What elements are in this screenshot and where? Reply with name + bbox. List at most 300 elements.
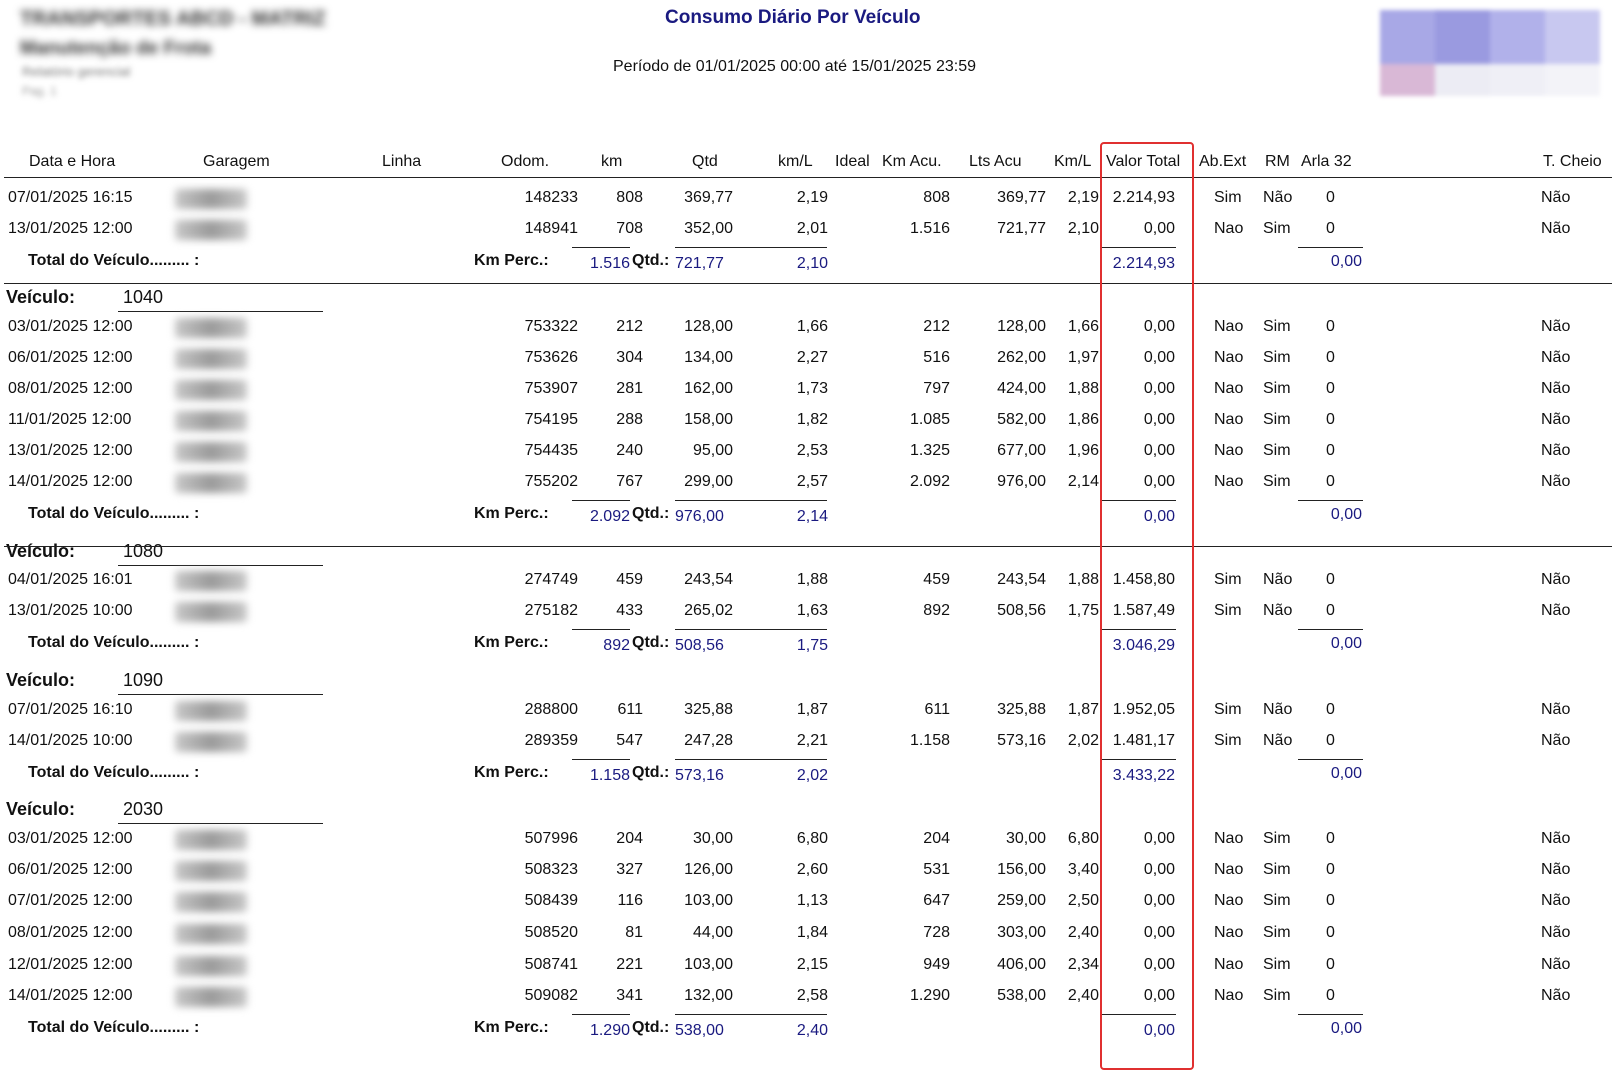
cell-date-time: 13/01/2025 12:00 [8,220,133,237]
cell-lts-acu: 243,54 [997,571,1046,588]
cell-t-cheio: Não [1541,380,1571,397]
cell-lts-acu: 303,00 [997,924,1046,941]
cell-kml-acu: 1,88 [1067,571,1099,588]
cell-arla: 0 [1326,571,1335,588]
cell-km: 459 [616,571,643,588]
col-rm: RM [1265,153,1290,170]
total-km: 1.290 [589,1022,630,1039]
total-km: 1.516 [589,255,630,272]
total-km: 2.092 [589,508,630,525]
cell-kml-acu: 1,66 [1067,318,1099,335]
cell-odom: 753907 [524,380,578,397]
cell-kml-acu: 2,10 [1067,220,1099,237]
cell-ab-ext: Nao [1214,318,1244,335]
km-perc-label: Km Perc.: [474,252,549,269]
cell-qtd: 95,00 [692,442,733,459]
col-t-cheio: T. Cheio [1543,153,1602,170]
cell-qtd: 126,00 [684,861,733,878]
cell-ab-ext: Nao [1214,830,1244,847]
cell-lts-acu: 262,00 [997,349,1046,366]
cell-kml-acu: 1,88 [1067,380,1099,397]
cell-km: 221 [616,956,643,973]
cell-date-time: 07/01/2025 16:10 [8,701,133,718]
cell-valor-total: 0,00 [1143,861,1175,878]
cell-date-time: 12/01/2025 12:00 [8,956,133,973]
cell-qtd: 134,00 [684,349,733,366]
cell-valor-total: 1.481,17 [1112,732,1175,749]
cell-lts-acu: 508,56 [997,602,1046,619]
table-row [0,184,1617,214]
cell-ab-ext: Nao [1214,442,1244,459]
cell-t-cheio: Não [1541,987,1571,1004]
col-kml2: Km/L [1054,153,1092,170]
cell-kml-acu: 6,80 [1067,830,1099,847]
cell-qtd: 103,00 [684,892,733,909]
total-arla-overline [1298,500,1363,501]
total-qtd-overline [675,247,827,248]
cell-lts-acu: 424,00 [997,380,1046,397]
cell-arla: 0 [1326,956,1335,973]
col-km: km [601,153,623,170]
cell-date-time: 03/01/2025 12:00 [8,318,133,335]
cell-km: 767 [616,473,643,490]
cell-arla: 0 [1326,830,1335,847]
cell-kml: 2,53 [796,442,828,459]
cell-date-time: 06/01/2025 12:00 [8,349,133,366]
cell-lts-acu: 582,00 [997,411,1046,428]
cell-odom: 274749 [524,571,578,588]
cell-valor-total: 1.952,05 [1112,701,1175,718]
cell-rm: Não [1263,602,1293,619]
km-perc-label: Km Perc.: [474,1019,549,1036]
table-row [0,887,1617,917]
cell-km-acu: 949 [923,956,950,973]
cell-rm: Sim [1263,411,1291,428]
cell-ab-ext: Nao [1214,892,1244,909]
total-qtd: 508,56 [675,637,724,654]
company-detail: Relatório gerencial [22,64,131,79]
cell-lts-acu: 677,00 [997,442,1046,459]
cell-qtd: 299,00 [684,473,733,490]
vehicle-header [0,535,1617,565]
cell-km: 327 [616,861,643,878]
col-arla: Arla 32 [1301,153,1352,170]
cell-rm: Sim [1263,830,1291,847]
km-perc-label: Km Perc.: [474,634,549,651]
valor-total-highlight [1100,142,1194,1070]
total-kml: 1,75 [796,637,828,654]
cell-km-acu: 728 [923,924,950,941]
vehicle-label: Veículo: [6,541,76,561]
cell-date-time: 13/01/2025 12:00 [8,442,133,459]
cell-qtd: 265,02 [684,602,733,619]
cell-km-acu: 2.092 [909,473,950,490]
col-km-acu: Km Acu. [882,153,942,170]
garagem-blurred [175,189,247,209]
total-arla: 0,00 [1330,253,1362,270]
cell-arla: 0 [1326,861,1335,878]
cell-kml-acu: 1,97 [1067,349,1099,366]
cell-date-time: 03/01/2025 12:00 [8,830,133,847]
cell-arla: 0 [1326,701,1335,718]
km-perc-label: Km Perc.: [474,505,549,522]
cell-lts-acu: 406,00 [997,956,1046,973]
table-row [0,982,1617,1012]
garagem-blurred [175,602,247,622]
cell-kml: 1,88 [796,571,828,588]
cell-km: 204 [616,830,643,847]
cell-date-time: 07/01/2025 16:15 [8,189,133,206]
cell-odom: 148233 [524,189,578,206]
cell-km: 547 [616,732,643,749]
cell-km: 611 [617,701,643,718]
vehicle-total-row [0,629,1617,659]
vehicle-number-underline [118,311,323,312]
cell-date-time: 08/01/2025 12:00 [8,924,133,941]
col-linha: Linha [382,153,422,170]
total-arla: 0,00 [1330,506,1362,523]
total-valor: 3.046,29 [1112,637,1175,654]
cell-t-cheio: Não [1541,571,1571,588]
cell-rm: Sim [1263,924,1291,941]
cell-rm: Não [1263,701,1293,718]
cell-kml: 2,58 [796,987,828,1004]
cell-qtd: 103,00 [684,956,733,973]
vehicle-number: 2030 [123,799,164,819]
cell-odom: 509082 [524,987,578,1004]
cell-ab-ext: Sim [1214,701,1242,718]
cell-odom: 288800 [524,701,578,718]
cell-km: 708 [616,220,643,237]
cell-km-acu: 1.290 [909,987,950,1004]
total-qtd: 538,00 [675,1022,724,1039]
cell-odom: 508439 [524,892,578,909]
cell-arla: 0 [1326,924,1335,941]
cell-kml: 1,66 [796,318,828,335]
group-separator [4,283,1612,284]
cell-qtd: 352,00 [684,220,733,237]
cell-ab-ext: Nao [1214,861,1244,878]
garagem-blurred [175,220,247,240]
cell-arla: 0 [1326,602,1335,619]
cell-rm: Sim [1263,473,1291,490]
table-row [0,406,1617,436]
cell-valor-total: 0,00 [1143,220,1175,237]
table-row [0,437,1617,467]
cell-t-cheio: Não [1541,892,1571,909]
cell-ab-ext: Sim [1214,189,1242,206]
cell-t-cheio: Não [1541,473,1571,490]
garagem-blurred [175,349,247,369]
total-arla-overline [1298,759,1363,760]
cell-lts-acu: 259,00 [997,892,1046,909]
garagem-blurred [175,473,247,493]
cell-qtd: 158,00 [684,411,733,428]
cell-kml-acu: 2,19 [1067,189,1099,206]
cell-arla: 0 [1326,987,1335,1004]
garagem-blurred [175,956,247,976]
cell-odom: 508741 [524,956,578,973]
logo-tile [1435,64,1490,96]
garagem-blurred [175,892,247,912]
cell-ab-ext: Nao [1214,411,1244,428]
cell-arla: 0 [1326,473,1335,490]
cell-qtd: 162,00 [684,380,733,397]
cell-t-cheio: Não [1541,411,1571,428]
total-qtd-overline [675,500,827,501]
total-km-overline [572,500,630,501]
company-subtitle: Manutenção de Frota [20,38,212,59]
cell-rm: Sim [1263,380,1291,397]
vehicle-header [0,793,1617,823]
cell-arla: 0 [1326,189,1335,206]
logo-tile [1380,64,1435,96]
cell-qtd: 30,00 [692,830,733,847]
cell-km-acu: 212 [923,318,950,335]
cell-kml: 1,84 [796,924,828,941]
company-name: TRANSPORTES ABCD - MATRIZ [20,8,326,30]
cell-km: 240 [616,442,643,459]
table-row [0,951,1617,981]
cell-date-time: 14/01/2025 12:00 [8,473,133,490]
logo-tile [1490,10,1545,64]
col-lts-acu: Lts Acu [969,153,1022,170]
total-valor: 3.433,22 [1112,767,1175,784]
cell-valor-total: 0,00 [1143,380,1175,397]
col-ideal: Ideal [835,153,870,170]
garagem-blurred [175,318,247,338]
cell-km-acu: 611 [924,701,950,718]
cell-valor-total: 0,00 [1143,442,1175,459]
cell-kml: 2,19 [796,189,828,206]
cell-kml-acu: 2,14 [1067,473,1099,490]
cell-t-cheio: Não [1541,442,1571,459]
cell-kml: 1,82 [796,411,828,428]
total-label: Total do Veículo......... : [28,252,200,269]
total-label: Total do Veículo......... : [28,505,200,522]
cell-t-cheio: Não [1541,924,1571,941]
cell-qtd: 128,00 [684,318,733,335]
logo-tile [1380,10,1435,64]
garagem-blurred [175,571,247,591]
vehicle-label: Veículo: [6,287,76,307]
cell-lts-acu: 128,00 [997,318,1046,335]
cell-odom: 753322 [524,318,578,335]
total-kml: 2,14 [796,508,828,525]
cell-ab-ext: Nao [1214,987,1244,1004]
garagem-blurred [175,732,247,752]
vehicle-number-underline [118,823,323,824]
table-row [0,825,1617,855]
header-underline [4,177,1612,178]
cell-lts-acu: 156,00 [997,861,1046,878]
cell-kml: 1,63 [796,602,828,619]
cell-date-time: 14/01/2025 12:00 [8,987,133,1004]
cell-km-acu: 1.085 [909,411,950,428]
cell-kml: 1,87 [796,701,828,718]
cell-rm: Sim [1263,892,1291,909]
cell-t-cheio: Não [1541,318,1571,335]
cell-km: 433 [616,602,643,619]
cell-km-acu: 531 [923,861,950,878]
cell-km-acu: 1.158 [909,732,950,749]
cell-valor-total: 1.587,49 [1112,602,1175,619]
cell-lts-acu: 573,16 [997,732,1046,749]
table-row [0,566,1617,596]
cell-kml-acu: 1,86 [1067,411,1099,428]
cell-odom: 508323 [524,861,578,878]
cell-odom: 508520 [524,924,578,941]
cell-qtd: 325,88 [684,701,733,718]
qtd-label: Qtd.: [632,505,670,522]
cell-kml: 2,27 [796,349,828,366]
cell-km: 288 [616,411,643,428]
cell-km: 281 [616,380,643,397]
table-row [0,727,1617,757]
vehicle-label: Veículo: [6,670,76,690]
cell-rm: Não [1263,189,1293,206]
garagem-blurred [175,861,247,881]
cell-odom: 754435 [524,442,578,459]
cell-km: 81 [625,924,643,941]
total-kml: 2,40 [796,1022,828,1039]
cell-odom: 753626 [524,349,578,366]
cell-km-acu: 892 [923,602,950,619]
cell-t-cheio: Não [1541,701,1571,718]
cell-odom: 275182 [524,602,578,619]
vehicle-total-row [0,247,1617,277]
cell-kml-acu: 2,50 [1067,892,1099,909]
total-arla: 0,00 [1330,635,1362,652]
total-valor: 2.214,93 [1112,255,1175,272]
cell-kml-acu: 2,02 [1067,732,1099,749]
cell-arla: 0 [1326,318,1335,335]
cell-lts-acu: 538,00 [997,987,1046,1004]
cell-arla: 0 [1326,732,1335,749]
garagem-blurred [175,987,247,1007]
col-data-hora: Data e Hora [29,153,116,170]
cell-km: 341 [616,987,643,1004]
cell-rm: Não [1263,732,1293,749]
vehicle-header [0,664,1617,694]
cell-qtd: 44,00 [692,924,733,941]
cell-ab-ext: Nao [1214,220,1244,237]
cell-arla: 0 [1326,349,1335,366]
cell-qtd: 243,54 [684,571,733,588]
table-row [0,215,1617,245]
table-row [0,597,1617,627]
cell-valor-total: 0,00 [1143,987,1175,1004]
total-qtd-overline [675,629,827,630]
total-arla-overline [1298,1014,1363,1015]
cell-kml-acu: 1,87 [1067,701,1099,718]
cell-lts-acu: 369,77 [997,189,1046,206]
report-title: Consumo Diário Por Veículo [665,7,921,28]
cell-t-cheio: Não [1541,732,1571,749]
logo-tile [1545,64,1600,96]
cell-km: 116 [617,892,643,909]
cell-kml-acu: 2,40 [1067,924,1099,941]
cell-lts-acu: 976,00 [997,473,1046,490]
cell-ab-ext: Nao [1214,924,1244,941]
col-garagem: Garagem [203,153,270,170]
cell-km-acu: 204 [923,830,950,847]
cell-kml: 1,73 [796,380,828,397]
total-qtd-overline [675,1014,827,1015]
cell-kml: 2,57 [796,473,828,490]
vehicle-number: 1090 [123,670,164,690]
cell-kml: 2,01 [796,220,828,237]
table-row [0,313,1617,343]
cell-kml: 2,60 [796,861,828,878]
cell-date-time: 08/01/2025 12:00 [8,380,133,397]
cell-kml-acu: 2,40 [1067,987,1099,1004]
table-row [0,344,1617,374]
cell-km-acu: 1.325 [909,442,950,459]
company-logo-blurred [1380,10,1600,96]
cell-lts-acu: 325,88 [997,701,1046,718]
company-info-blurred [12,6,326,98]
cell-valor-total: 0,00 [1143,924,1175,941]
cell-qtd: 369,77 [684,189,733,206]
col-kml: km/L [778,153,813,170]
cell-odom: 507996 [524,830,578,847]
cell-qtd: 247,28 [684,732,733,749]
cell-qtd: 132,00 [684,987,733,1004]
cell-valor-total: 0,00 [1143,956,1175,973]
cell-t-cheio: Não [1541,956,1571,973]
total-km: 892 [603,637,630,654]
garagem-blurred [175,442,247,462]
garagem-blurred [175,411,247,431]
total-arla: 0,00 [1330,765,1362,782]
cell-ab-ext: Nao [1214,380,1244,397]
logo-tile [1545,10,1600,64]
cell-date-time: 07/01/2025 12:00 [8,892,133,909]
cell-date-time: 11/01/2025 12:00 [8,411,132,428]
cell-rm: Sim [1263,349,1291,366]
cell-valor-total: 0,00 [1143,349,1175,366]
cell-valor-total: 0,00 [1143,830,1175,847]
logo-tile [1490,64,1545,96]
cell-km-acu: 459 [923,571,950,588]
total-kml: 2,10 [796,255,828,272]
cell-date-time: 13/01/2025 10:00 [8,602,133,619]
cell-rm: Não [1263,571,1293,588]
total-km-overline [572,1014,630,1015]
vehicle-label: Veículo: [6,799,76,819]
total-km-overline [572,759,630,760]
cell-rm: Sim [1263,861,1291,878]
cell-ab-ext: Sim [1214,571,1242,588]
total-qtd: 976,00 [675,508,724,525]
cell-ab-ext: Nao [1214,956,1244,973]
total-label: Total do Veículo......... : [28,634,200,651]
qtd-label: Qtd.: [632,764,670,781]
vehicle-number: 1080 [123,541,164,561]
cell-odom: 148941 [524,220,578,237]
vehicle-number: 1040 [123,287,164,307]
vehicle-total-row [0,759,1617,789]
cell-arla: 0 [1326,220,1335,237]
company-page: Pag. 1 [22,84,57,98]
km-perc-label: Km Perc.: [474,764,549,781]
cell-kml-acu: 1,75 [1067,602,1099,619]
cell-lts-acu: 30,00 [1005,830,1046,847]
cell-odom: 754195 [524,411,578,428]
cell-t-cheio: Não [1541,830,1571,847]
table-row [0,696,1617,726]
